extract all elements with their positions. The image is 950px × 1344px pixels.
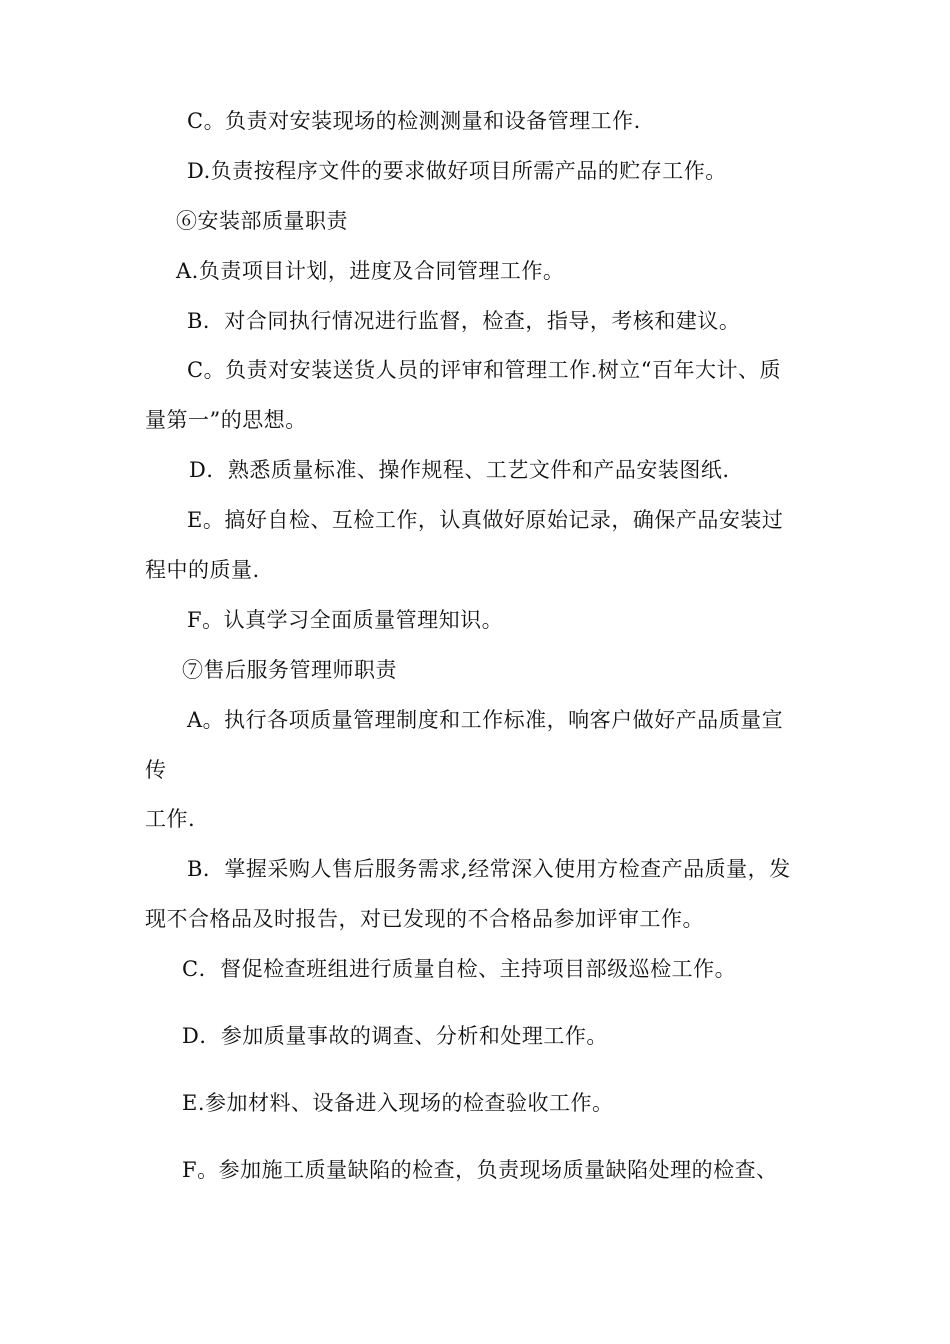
section-heading: ⑦售后服务管理师职责 — [182, 658, 397, 682]
text-line: F。认真学习全面质量管理知识。 — [187, 608, 504, 632]
text-line: F。参加施工质量缺陷的检查，负责现场质量缺陷处理的检查、 — [182, 1158, 778, 1182]
text-line: A。执行各项质量管理制度和工作标准，响客户做好产品质量宣 — [187, 708, 784, 732]
text-line: 程中的质量. — [145, 558, 260, 582]
text-line: E。搞好自检、互检工作，认真做好原始记录，确保产品安装过 — [187, 508, 784, 532]
text-line: B．对合同执行情况进行监督，检查，指导，考核和建议。 — [187, 309, 741, 333]
text-line: B．掌握采购人售后服务需求,经常深入使用方检查产品质量，发 — [187, 857, 791, 881]
section-heading: ⑥安装部质量职责 — [176, 209, 348, 233]
text-line: 量第一”的思想。 — [145, 408, 307, 432]
text-line: C。负责对安装送货人员的评审和管理工作.树立“百年大计、质 — [187, 358, 781, 382]
text-line: 传 — [145, 758, 167, 782]
text-line: D．熟悉质量标准、操作规程、工艺文件和产品安装图纸. — [189, 458, 730, 482]
text-line: 现不合格品及时报告，对已发现的不合格品参加评审工作。 — [145, 907, 704, 931]
text-line: C。负责对安装现场的检测测量和设备管理工作. — [187, 109, 641, 133]
text-line: A.负责项目计划，进度及合同管理工作。 — [176, 259, 565, 283]
text-line: D.负责按程序文件的要求做好项目所需产品的贮存工作。 — [187, 159, 727, 183]
text-line: 工作. — [145, 807, 196, 831]
text-line: C．督促检查班组进行质量自检、主持项目部级巡检工作。 — [182, 957, 737, 981]
text-line: D．参加质量事故的调查、分析和处理工作。 — [182, 1024, 608, 1048]
text-line: E.参加材料、设备进入现场的检查验收工作。 — [182, 1091, 614, 1115]
